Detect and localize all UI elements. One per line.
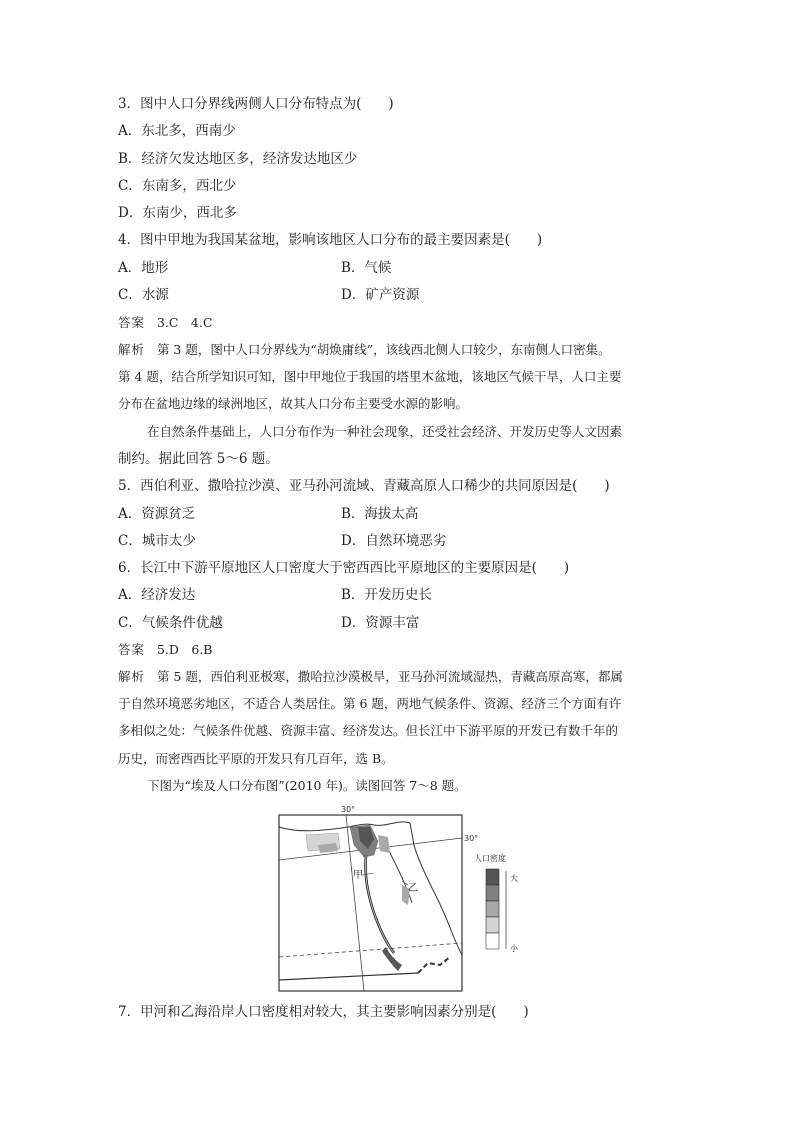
q7-stem: 7．甲河和乙海沿岸人口密度相对较大，其主要影响因素分别是( ) bbox=[118, 1004, 529, 1020]
answer-5-6 bbox=[118, 641, 213, 659]
q5-stem: 5．西伯利亚、撒哈拉沙漠、亚马孙河流域、青藏高原人口稀少的共同原因是( ) bbox=[118, 478, 610, 494]
explanation-label: 解析 bbox=[118, 342, 146, 357]
legend-swatch-2 bbox=[486, 885, 499, 901]
legend-swatch-5 bbox=[486, 933, 499, 949]
longitude-label: 30° bbox=[341, 805, 356, 814]
egypt-population-map bbox=[278, 805, 528, 992]
q6-option-d: D．资源丰富 bbox=[341, 615, 420, 631]
q3-option-c: C．东南多，西北少 bbox=[118, 178, 237, 194]
intro-5-6-line1: 在自然条件基础上，人口分布作为一种社会现象，还受社会经济、开发历史等人文因素 bbox=[147, 424, 623, 439]
latitude-label: 30° bbox=[464, 834, 479, 843]
legend-swatch-1 bbox=[486, 869, 499, 885]
explanation-5-6-line3: 多相似之处：气候条件优越、资源丰富、经济发达。但长江中下游平原的开发已有数千年的 bbox=[118, 723, 619, 738]
legend bbox=[486, 869, 499, 949]
q5-option-d: D．自然环境恶劣 bbox=[341, 533, 447, 549]
explanation-text: 第 5 题，西伯利亚极寒，撒哈拉沙漠极旱，亚马孙河流域湿热，青藏高原高寒，都属 bbox=[156, 669, 623, 684]
q6-option-b: B．开发历史长 bbox=[341, 587, 432, 603]
q6-option-a: A．经济发达 bbox=[118, 587, 196, 603]
q6-stem: 6．长江中下游平原地区人口密度大于密西西比平原地区的主要原因是( ) bbox=[118, 560, 570, 576]
q5-option-b: B．海拔太高 bbox=[341, 506, 419, 522]
q4-option-c: C．水源 bbox=[118, 287, 169, 303]
q4-option-d: D．矿产资源 bbox=[341, 287, 420, 303]
explanation-label: 解析 bbox=[118, 669, 146, 684]
q3-option-b: B．经济欠发达地区多，经济发达地区少 bbox=[118, 151, 358, 167]
explanation-5-6-line4: 历史，而密西西比平原的开发只有几百年，选 B。 bbox=[118, 751, 394, 766]
q4-option-a: A．地形 bbox=[118, 260, 169, 276]
explanation-text: 第 3 题，图中人口分界线为“胡焕庸线”，该线西北侧人口较少，东南侧人口密集。 bbox=[156, 342, 611, 357]
label-jia: 甲 bbox=[353, 870, 363, 881]
q4-stem: 4．图中甲地为我国某盆地，影响该地区人口分布的最主要因素是( ) bbox=[118, 232, 543, 248]
answer-label: 答案 bbox=[118, 315, 146, 330]
explanation-5-6-line1 bbox=[118, 668, 623, 686]
legend-swatch-3 bbox=[486, 901, 499, 917]
legend-title: 人口密度 bbox=[474, 854, 506, 863]
legend-low-label: 小 bbox=[510, 944, 518, 953]
q5-option-a: A．资源贫乏 bbox=[118, 506, 196, 522]
q3-option-d: D．东南少，西北多 bbox=[118, 205, 237, 221]
answer-text: 5.D 6.B bbox=[156, 642, 213, 657]
legend-high-label: 大 bbox=[510, 874, 518, 883]
intro-7-8: 下图为“埃及人口分布图”(2010 年)。读图回答 7～8 题。 bbox=[147, 778, 467, 793]
answer-text: 3.C 4.C bbox=[156, 315, 213, 330]
explanation-3-4-line2: 第 4 题，结合所学知识可知，图中甲地位于我国的塔里木盆地，该地区气候干旱，人口主要 bbox=[118, 369, 622, 384]
explanation-5-6-line2: 于自然环境恶劣地区，不适合人类居住。第 6 题，两地气候条件、资源、经济三个方面有许 bbox=[118, 696, 622, 711]
intro-5-6-line2: 制约。据此回答 5～6 题。 bbox=[118, 451, 279, 467]
q3-option-a: A．东北多，西南少 bbox=[118, 123, 236, 139]
q6-option-c: C．气候条件优越 bbox=[118, 615, 223, 631]
answer-label: 答案 bbox=[118, 642, 146, 657]
explanation-3-4-line3: 分布在盆地边缘的绿洲地区，故其人口分布主要受水源的影响。 bbox=[118, 396, 469, 411]
q4-option-b: B．气候 bbox=[341, 260, 392, 276]
label-yi: 乙 bbox=[408, 883, 418, 894]
answer-3-4 bbox=[118, 314, 212, 332]
explanation-3-4-line1 bbox=[118, 341, 611, 359]
q3-stem: 3．图中人口分界线两侧人口分布特点为( ) bbox=[118, 96, 394, 112]
legend-swatch-4 bbox=[486, 917, 499, 933]
q5-option-c: C．城市太少 bbox=[118, 533, 196, 549]
